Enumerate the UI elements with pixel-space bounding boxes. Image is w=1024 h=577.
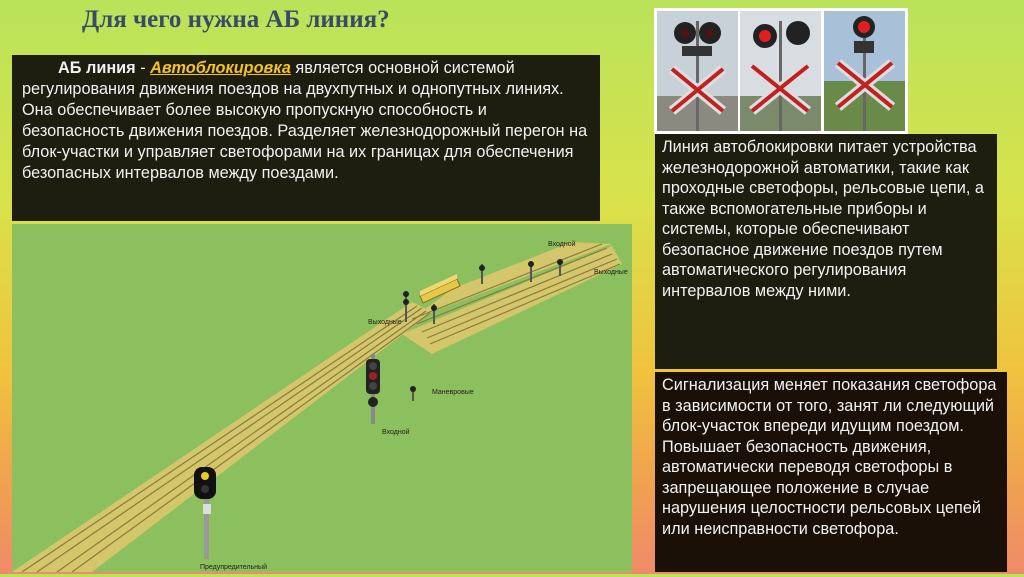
signal-photos — [654, 8, 908, 134]
intro-term: АБ линия — [58, 59, 136, 77]
autoblocking-link[interactable]: Автоблокировка — [150, 59, 291, 77]
label-shunting: Маневровые — [432, 389, 474, 396]
label-exit-left: Выходные — [368, 319, 402, 326]
intro-text-box — [12, 55, 600, 221]
slide-title: Для чего нужна АБ линия? — [82, 6, 390, 33]
label-entry-bottom: Входной — [382, 429, 410, 436]
signaling-text-box — [655, 372, 1007, 572]
intro-dash: - — [135, 59, 151, 77]
power-supply-text: Линия автоблокировки питает устройства железнодорожной автоматики, такие как проходные светофоры, рельсовые цепи, а также вспомогательные приборы и системы, которые обеспечивают безопасное движение поездов путем автоматического регулирования интервалов между ними. — [662, 138, 984, 300]
label-exit-right: Выходные — [594, 269, 628, 276]
signaling-text: Сигнализация меняет показания светофора в зависимости от того, занят ли следующий блок-участок впереди идущим поездом. Повышает безопасность движения, автоматически переводя светофоры в запрещающее положение в случае нарушения целостности рельсовых цепей или неисправности светофора. — [662, 376, 997, 538]
power-supply-text-box — [655, 134, 997, 369]
crossing-photo-2 — [740, 11, 821, 131]
crossing-photo-1 — [657, 11, 738, 131]
intro-body: является основной системой регулирования движения поездов на двухпутных и однопутных линиях. Она обеспечивает более высокую пропускную способность и безопасность движения поездов. Разделяет железнодорожный перегон на блок-участки и управляет светофорами на их границах для обеспечения безопасных интервалов между поездами. — [22, 59, 588, 182]
railway-diagram — [12, 224, 632, 572]
label-entry-top: Входной — [548, 241, 576, 248]
crossing-photo-3 — [824, 11, 905, 131]
label-pre-signal: Предупредительный — [200, 564, 267, 571]
